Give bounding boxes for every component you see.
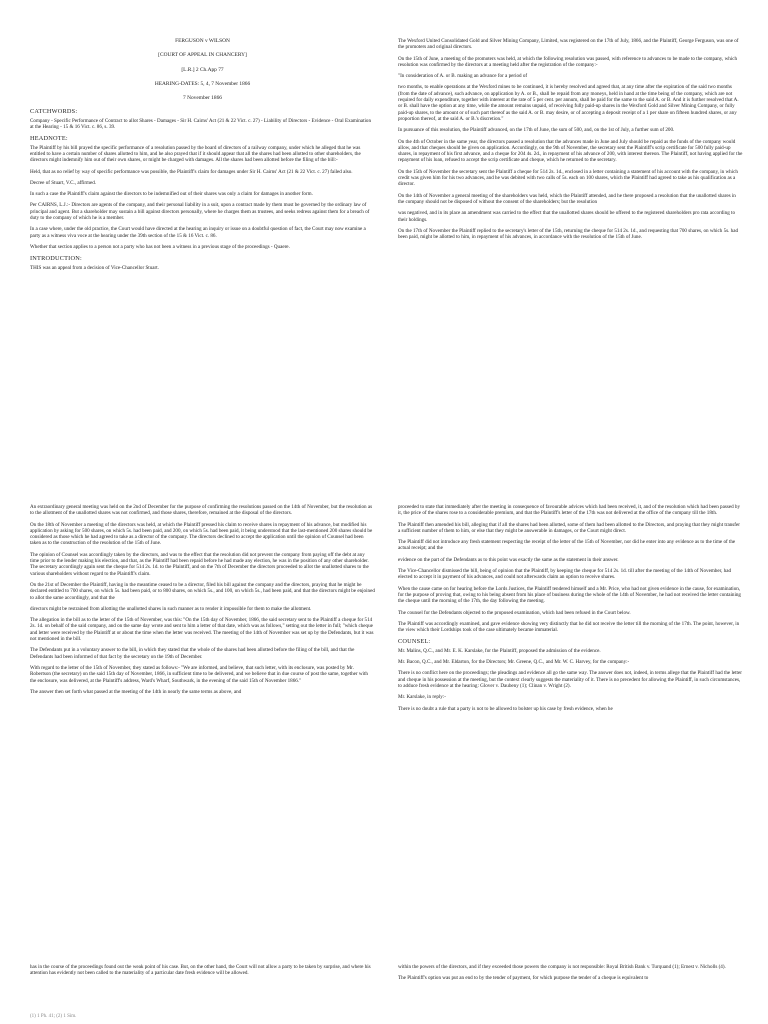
body-paragraph: The Plaintiff's option was put an end to by the tender of payment, for which purpose the tender of a cheque is equivalent to bbox=[398, 975, 649, 982]
body-paragraph: proceeded to state that immediately after the meeting in consequence of favourable advices which had been received, it, and of the resolution which had been passed by it, the price of the shares rose to a considerable premium, and that the Plaintiff's letter of the 17th was not delivered at the office of the company till the 18th. bbox=[398, 504, 741, 517]
court-name: [COURT OF APPEAL IN CHANCERY] bbox=[158, 52, 247, 59]
body-paragraph: On the 4th of October in the same year, the directors passed a resolution that the advances made in June and July should be repaid as the funds of the company would allow, and that cheques should be given on application. Accordingly, on the 9th of November, the secretary sent the Plaintiff's scrip certificate for 500 fully paid-up shares, in repayment of his first advance, and a cheque for 204 4s. 2d., in repayment of his advance of 200, with interest thereon. The Plaintiff, not having applied for the repayment of his loan, refused to accept the scrip certificate and cheque, which he returned to the secretary. bbox=[398, 138, 743, 164]
page-2-right-column bbox=[398, 504, 743, 717]
body-paragraph: The counsel for the Defendants objected to the proposed examination, which had been refused in the Court below. bbox=[398, 609, 631, 616]
body-paragraph: The Defendants put in a voluntary answer to the bill, in which they stated that the whole of the shares had been allotted before the filing of the bill, and that the Defendants had been informed of that fact by the secretary on the 19th of December. bbox=[30, 647, 355, 660]
body-paragraph: The Wexford United Consolidated Gold and Silver Mining Company, Limited, was registered on the 17th of July, 1866, and the Plaintiff, George Ferguson, was one of the promoters and original directors. bbox=[398, 38, 739, 51]
body-paragraph: On the 18th of November a meeting of the directors was held, at which the Plaintiff pressed his claim to receive shares in repayment of his advance, but modified his application by asking for 500 shares, on which 5s. had been paid, and 200, on which 5s. had been paid, it being understood that the last-mentioned 200 shares should be considered as those which he had agreed to take as a director of the company. The directors declined to accept the application until the opinion of Counsel had been taken as to the construction of the resolution of the 15th of June. bbox=[30, 521, 373, 547]
page-3-right-column bbox=[398, 964, 743, 987]
counsel-paragraph: There is no conflict here on the proceedings; the pleadings and evidence all go the same way. The answer does not, indeed, in terms allege that the Plaintiff had the letter and cheque in his possession at the meeting, but the context clearly suggests the materiality of it. There is no precedent for allowing the Plaintiff, in such circumstances, to adduce fresh evidence at the hearing: Glover v. Daubeny (1); Clinan v. Wright (2). bbox=[398, 670, 742, 689]
document-page-3 bbox=[0, 960, 768, 1024]
body-paragraph: directors might be restrained from allotting the unallotted shares in such manner as to render it impossible for them to make the allotment. bbox=[30, 605, 312, 612]
catchwords-heading: CATCHWORDS: bbox=[30, 108, 78, 116]
body-paragraph: On the 21st of December the Plaintiff, having in the meantime ceased to be a director, filed his bill against the company and the directors, praying that he might be declared entitled to 700 shares, on which 5s. had been paid, or to 800 shares, on which 5s., and 100, on which 5s., had been paid, and that the directors might be enjoined to allot the same accordingly, and that the bbox=[30, 581, 375, 601]
page-2-left-column bbox=[30, 504, 375, 700]
page-footer: (1) 1 Ph. 41; (2) 1 Sim. bbox=[30, 1014, 77, 1019]
body-paragraph: In pursuance of this resolution, the Plaintiff advanced, on the 17th of June, the sum of 500, and, on the 1st of July, a further sum of 200. bbox=[398, 127, 675, 134]
body-paragraph: evidence on the part of the Defendants as to this point was exactly the same as the statement in their answer. bbox=[398, 556, 619, 563]
introduction-text: THIS was an appeal from a decision of Vice-Chancellor Stuart. bbox=[30, 264, 159, 271]
body-paragraph: The opinion of Counsel was accordingly taken by the directors, and was to the effect that the resolution did not prevent the company from paying off the debt at any time prior to the lender making his election, and that, as the Plaintiff had been repaid before he had made any election, he was in the position of any other shareholder. The secretary accordingly again sent the cheque for 514 2s. 1d. to the Plaintiff, and on the 7th of December the directors proceeded to allot the unallotted shares to the various shareholders without regard to the Plaintiff's claim. bbox=[30, 551, 369, 577]
body-paragraph: The Plaintiff was accordingly examined, and gave evidence showing very distinctly that he did not receive the letter till the morning of the 17th. The point, however, in the view which their Lordships took of the case ultimately became immaterial. bbox=[398, 620, 740, 634]
body-paragraph: On the 14th of November a general meeting of the shareholders was held, which the Plaintiff attended, and he there proposed a resolution that the unallotted shares in the company should not be disposed of without the consent of the shareholders; but the resolution bbox=[398, 192, 736, 205]
body-paragraph: The Plaintiff did not introduce any fresh statement respecting the receipt of the letter of the 15th of November, nor did he enter into any evidence as to the time of the actual receipt; and the bbox=[398, 539, 736, 552]
headnote-paragraph: Decree of Stuart, V.C., affirmed. bbox=[30, 179, 97, 186]
page-1-right-column bbox=[398, 38, 743, 245]
body-paragraph: within the powers of the directors, and if they exceeded those powers the company is not responsible: Royal British Bank v. Turquand (1); Ernest v. Nicholls (4). bbox=[398, 964, 726, 970]
body-paragraph: was negatived, and in its place an amendment was carried to the effect that the unallotted shares should be offered to the registered shareholders pro rata according to their holdings. bbox=[398, 210, 736, 223]
body-paragraph: The Vice-Chancellor dismissed the bill, being of opinion that the Plaintiff, by keeping the cheque for 514 2s. 1d. till after the meeting of the 14th of November, had elected to accept it in payment of his advances, and could not afterwards claim an option to receive shares. bbox=[398, 568, 732, 581]
quoted-resolution: two months, to enable operations at the Wexford mines to be continued, it is hereby resolved and agreed that, at any time after the expiration of the said two months (from the date of advance), such advance, on application by A. or B., shall be repaid from any moneys, held in hand at the time being of the company, which are not required for daily expenditure, together with interest at the rate of 5 per cent. per annum, shall be paid for the same to the said A. or B. And it is further resolved that A. or B. shall have the option at any time, while the amount remains unpaid, of receiving fully paid-up shares in the Wexford Gold and Silver Mining Company, or fully paid-up shares, to the amount or of such part thereof as the said A. or B. may desire, or of accepting a deposit receipt of a 1 per share on fifteen hundred shares, or any proportion thereof, at the said A. or B.'s discretion." bbox=[398, 84, 739, 122]
body-paragraph: An extraordinary general meeting was held on the 2nd of December for the purpose of confirming the resolutions passed on the 14th of November, but the resolution as to the allotment of the unallotted shares was not confirmed, and those shares, therefore, remained at the disposal of the directors. bbox=[30, 504, 373, 517]
counsel-paragraph: Mr. Bacon, Q.C., and Mr. Eldarton, for the Directors; Mr. Greene, Q.C., and Mr. W. C. Harvey, for the company:- bbox=[398, 659, 630, 666]
body-paragraph: On the 15th of November the secretary sent the Plaintiff a cheque for 514 2s. 1d., enclosed in a letter containing a statement of his account with the company, in which credit was given him for his two advances, and he was debited with two calls of 5s. each on 100 shares, which the Plaintiff had agreed to take as his qualification as a director. bbox=[398, 168, 738, 188]
body-paragraph: When the cause came on for hearing before the Lords Justices, the Plaintiff tendered himself and a Mr. Price, who had not given evidence in the cause, for examination, for the purpose of proving that, owing to his being absent from his place of business during the whole of the 14th of November, he had not received the letter containing the cheque until the morning of the 17th, the day following the meeting. bbox=[398, 585, 741, 605]
counsel-heading: COUNSEL: bbox=[398, 638, 431, 646]
catchwords-text: Company - Specific Performance of Contract to allot Shares - Damages - Sir H. Cairns' Act (21 & 22 Vict. c. 27) - Liability of Directors - Evidence - Oral Examination at the Hearing - 15 & 16 Vict. c. 86, s. 39. bbox=[30, 117, 371, 131]
headnote-paragraph: Per CAIRNS, L.J.:- Directors are agents of the company, and their personal liability in a suit, upon a contract made by them must be governed by the ordinary law of principal and agent. But a shareholder may sustain a bill against directors personally, where he charges them as trustees, and seeks redress against them for a breach of duty to the company of which he is a member. bbox=[30, 202, 370, 222]
headnote-paragraph: Whether that section applies to a person not a party who has not been a witness in a previous stage of the proceedings - Quaere. bbox=[30, 243, 290, 250]
counsel-paragraph: Mr. Malins, Q.C., and Mr. E. K. Karslake, for the Plaintiff, proposed the admission of the evidence. bbox=[398, 647, 601, 654]
introduction-heading: INTRODUCTION: bbox=[30, 255, 82, 263]
document-page-2 bbox=[0, 500, 768, 940]
page-3-left-column bbox=[30, 964, 375, 982]
body-paragraph: With regard to the letter of the 15th of November, they stated as follows:- "We are informed, and believe, that such letter, with its enclosure, was posted by Mr. Robertson (the secretary) on the said 15th day of November, 1866, in sufficient time to be delivered, and we believe that in due course of post the same, together with the enclosure, was delivered, at the Plaintiff's address, Ward's Wharf, Southwark, in the evening of the said 15th of November 1866." bbox=[30, 664, 368, 684]
body-paragraph: The answer then set forth what passed at the meeting of the 14th in nearly the same terms as above, and bbox=[30, 688, 242, 695]
case-title: FERGUSON v WILSON bbox=[175, 38, 230, 44]
body-paragraph: On the 15th of June, a meeting of the promoters was held, at which the following resolution was passed, with reference to advances to be made to the company, which resolution was confirmed by the directors at a meeting held after the registration of the company:- bbox=[398, 55, 738, 68]
headnote-heading: HEADNOTE: bbox=[30, 135, 68, 143]
document-page-1 bbox=[0, 0, 768, 488]
headnote-paragraph: In a case where, under the old practice, the Court would have directed at the hearing an inquiry or issue on a doubtful question of fact, the Court may now examine a party as a witness viva voce at the hearing under the 39th section of the 15 & 16 Vict. c. 86. bbox=[30, 226, 366, 239]
citation: [L.R.] 2 Ch.App 77 bbox=[181, 66, 224, 73]
judgment-date: 7 November 1866 bbox=[183, 95, 222, 102]
counsel-paragraph: There is no doubt a rule that a party is not to be allowed to bolster up his case by fresh evidence, when he bbox=[398, 705, 613, 712]
headnote-paragraph: In such a case the Plaintiff's claim against the directors to be indemnified out of their shares was only a claim for damages in another form. bbox=[30, 191, 313, 198]
hearing-dates: HEARING-DATES: 5, 4, 7 November 1866 bbox=[154, 80, 251, 87]
counsel-paragraph: Mr. Karslake, in reply:- bbox=[398, 694, 446, 701]
body-paragraph: The allegation in the bill as to the letter of the 15th of November, was this: "On the 15th day of November, 1866, the said secretary sent to the Plaintiff a cheque for 514 2s. 1d. on behalf of the said company, and on the same day wrote and sent to him a letter of that date, which was as follows," setting out the letter in full; "which cheque and letter were received by the Plaintiff at or about the time when the letter was received. The meeting of the 14th of November was set up by the Defendants, but it was not mentioned in the bill. bbox=[30, 617, 374, 643]
body-paragraph: On the 17th of November the Plaintiff replied to the secretary's letter of the 15th, returning the cheque for 514 2s. 1d., and requesting that 700 shares, on which 5s. had been paid, might be allotted to him, in repayment of his advances, in accordance with the resolution of the 15th of June. bbox=[398, 227, 739, 241]
body-paragraph: The Plaintiff then amended his bill, alleging that if all the shares had been allotted, some of them had been allotted to the Directors, and praying that they might transfer a sufficient number of them to him, or else that they might be answerable in damages, or the Court might direct. bbox=[398, 521, 740, 534]
quoted-resolution: "In consideration of A. or B. making an advance for a period of bbox=[398, 73, 528, 80]
headnote-paragraph: Held, that as no relief by way of specific performance was possible, the Plaintiff's claim for damages under Sir H. Cairns' Act (21 & 22 Vict. c. 27) failed also. bbox=[30, 168, 353, 175]
headnote-paragraph: The Plaintiff by his bill prayed the specific performance of a resolution passed by the board of directors of a railway company, under which he alleged that he was entitled to have a certain number of shares allotted to him, and he also prayed that if it should appear that all the shares had been allotted to other shareholders, the directors might indemnify him out of their own shares, or might be charged with damages. All the shares had been allotted before the filing of the bill:- bbox=[30, 144, 361, 164]
body-paragraph: has in the course of the proceedings found out the weak point of his case. But, on the other hand, the Court will not allow a party to be taken by surprise, and where his attention has evidently not been called to the materiality of a particular date fresh evidence will be allowed. bbox=[30, 964, 371, 977]
page-1-left-column bbox=[30, 38, 375, 276]
